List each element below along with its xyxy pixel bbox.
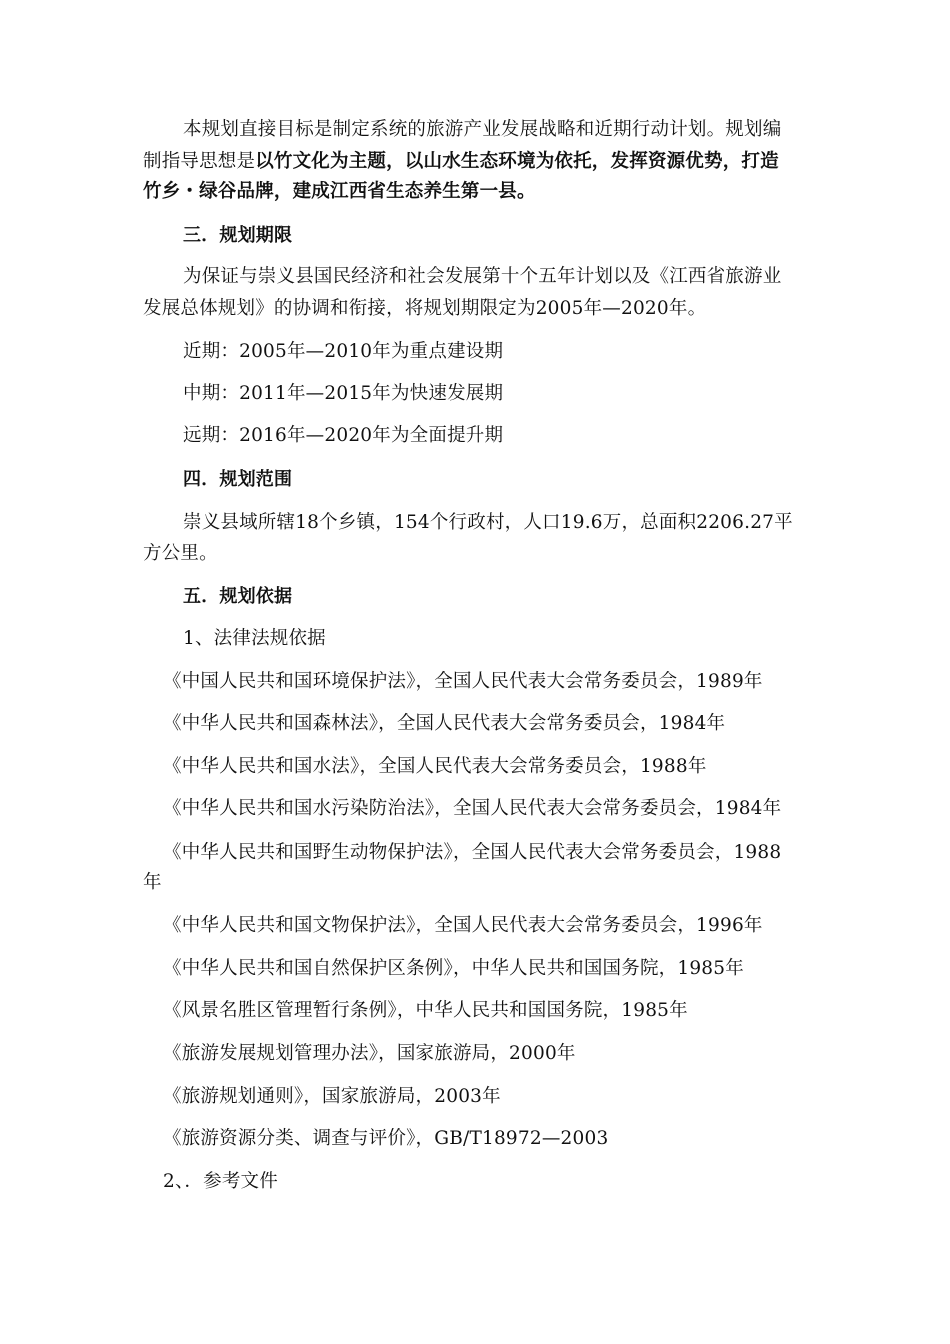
section-4-para-line-2: 方公里。: [143, 543, 218, 564]
period-mid: 中期：2011年—2015年为快速发展期: [183, 383, 504, 404]
law-item: 《中华人民共和国水法》，全国人民代表大会常务委员会，1988年: [163, 756, 707, 777]
law-item: 《旅游资源分类、调查与评价》，GB/T18972—2003: [163, 1128, 609, 1149]
law-item: 《风景名胜区管理暂行条例》，中华人民共和国国务院，1985年: [163, 1000, 688, 1021]
section-5-sub-2: 2、．参考文件: [163, 1171, 278, 1192]
intro-line-2: [143, 150, 779, 174]
law-item: 《旅游发展规划管理办法》，国家旅游局，2000年: [163, 1043, 576, 1064]
intro-line-1: 本规划直接目标是制定系统的旅游产业发展战略和近期行动计划。规划编: [183, 119, 782, 140]
law-item: 《中华人民共和国森林法》，全国人民代表大会常务委员会，1984年: [163, 713, 726, 734]
intro-guiding-idea-bold-cont: 竹乡・绿谷品牌，建成江西省生态养生第一县。: [143, 181, 536, 202]
law-item-wrap: 年: [143, 872, 162, 893]
period-near: 近期：2005年—2010年为重点建设期: [183, 341, 504, 362]
section-3-para-line-2: 发展总体规划》的协调和衔接，将规划期限定为2005年—2020年。: [143, 298, 707, 319]
section-3-heading: 三．规划期限: [183, 225, 293, 246]
period-far: 远期：2016年—2020年为全面提升期: [183, 425, 504, 446]
intro-line-2-normal: 制指导思想是: [143, 151, 256, 172]
law-item: 《旅游规划通则》，国家旅游局，2003年: [163, 1086, 501, 1107]
law-item: 《中华人民共和国水污染防治法》，全国人民代表大会常务委员会，1984年: [163, 798, 782, 819]
intro-guiding-idea-bold: 以竹文化为主题，以山水生态环境为依托，发挥资源优势，打造: [255, 151, 779, 172]
law-item: 《中国人民共和国环境保护法》，全国人民代表大会常务委员会，1989年: [163, 671, 763, 692]
section-4-heading: 四．规划范围: [183, 469, 293, 490]
law-item: 《中华人民共和国自然保护区条例》，中华人民共和国国务院，1985年: [163, 958, 744, 979]
section-4-para-line-1: 崇义县域所辖18个乡镇，154个行政村，人口19.6万，总面积2206.27平: [183, 512, 793, 533]
law-item: 《中华人民共和国文物保护法》，全国人民代表大会常务委员会，1996年: [163, 915, 763, 936]
section-5-sub-1: 1、法律法规依据: [183, 628, 326, 649]
section-5-heading: 五．规划依据: [183, 586, 293, 607]
law-item: 《中华人民共和国野生动物保护法》，全国人民代表大会常务委员会，1988: [163, 842, 782, 863]
section-3-para-line-1: 为保证与崇义县国民经济和社会发展第十个五年计划以及《江西省旅游业: [183, 266, 782, 287]
